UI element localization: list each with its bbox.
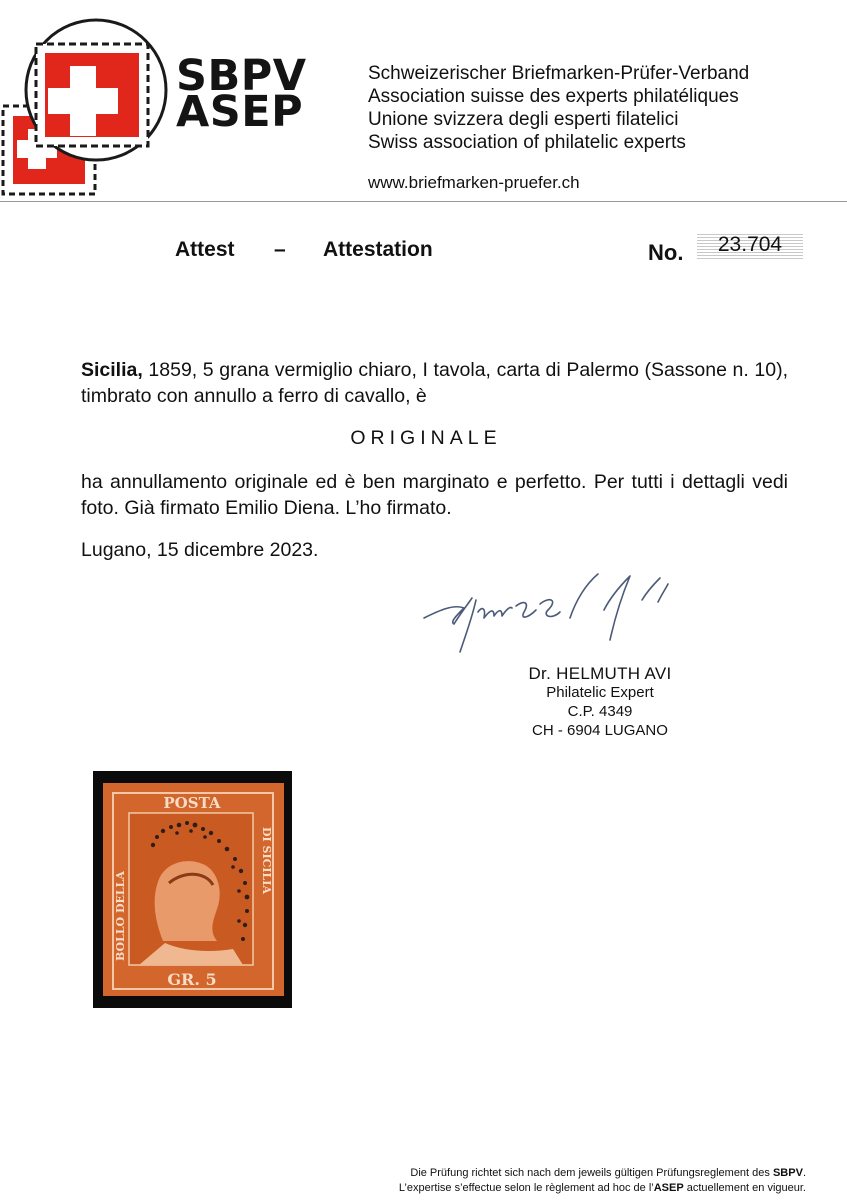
condition-notes: ha annullamento originale ed è ben marginato e perfetto. Per tutti i dettagli vedi foto. Già firmato Emilio Diena. L’ho firmato. <box>81 471 788 519</box>
stamp-left-text: BOLLO DELLA <box>114 871 127 961</box>
website-link[interactable]: www.briefmarken-pruefer.ch <box>368 173 580 192</box>
expert-signature <box>420 560 700 660</box>
title-attest: Attest <box>175 238 235 261</box>
stamp-photo <box>93 771 292 1008</box>
org-name-en: Swiss association of philatelic experts <box>368 132 686 153</box>
stamp-value-text: GR. 5 <box>167 970 217 989</box>
org-name-it: Unione svizzera degli esperti filatelici <box>368 109 679 130</box>
stamp-details: 1859, 5 grana vermiglio chiaro, I tavola, carta di Palermo (Sassone n. 10), timbrato con annullo a ferro di cavallo, è <box>81 359 788 407</box>
logo-line-sbpv: SBPV <box>176 51 307 101</box>
expert-name: Dr. HELMUTH AVI <box>528 664 672 683</box>
org-name-fr: Association suisse des experts philatéliques <box>368 86 739 107</box>
footer-line-fr: L’expertise s’effectue selon le règlement ad hoc de l’ASEP actuellement en vigueur. <box>398 1182 806 1194</box>
stamp-country: Sicilia, <box>81 359 143 381</box>
certificate-number-label: No. <box>648 240 684 265</box>
sbpv-asep-wordmark <box>176 51 307 137</box>
title-dash: – <box>274 238 286 261</box>
org-name-de: Schweizerischer Briefmarken-Prüfer-Verband <box>368 63 750 84</box>
expert-title: Philatelic Expert <box>546 684 654 701</box>
stamp-description <box>81 357 788 409</box>
expert-address: CH - 6904 LUGANO <box>532 722 668 739</box>
expert-po-box: C.P. 4349 <box>567 703 633 720</box>
sbpv-logo-stamps <box>0 6 172 196</box>
certificate-title-row <box>0 233 847 266</box>
footer-regulation-note <box>360 1166 806 1196</box>
stamp-right-text: DI SICILIA <box>260 827 273 894</box>
certificate-number: 23.704 <box>697 232 803 260</box>
organization-names <box>368 62 749 154</box>
title-attestation: Attestation <box>323 238 433 261</box>
place-and-date: Lugano, 15 dicembre 2023. <box>81 539 319 561</box>
header-divider <box>0 201 847 202</box>
expert-stamp <box>500 664 700 740</box>
stamp-top-text: POSTA <box>163 794 221 812</box>
verdict: ORIGINALE <box>350 427 502 449</box>
logo-line-asep: ASEP <box>176 87 304 137</box>
swiss-cross-icon <box>26 20 166 160</box>
footer-line-de: Die Prüfung richtet sich nach dem jeweils gültigen Prüfungsreglement des SBPV. <box>410 1167 806 1179</box>
